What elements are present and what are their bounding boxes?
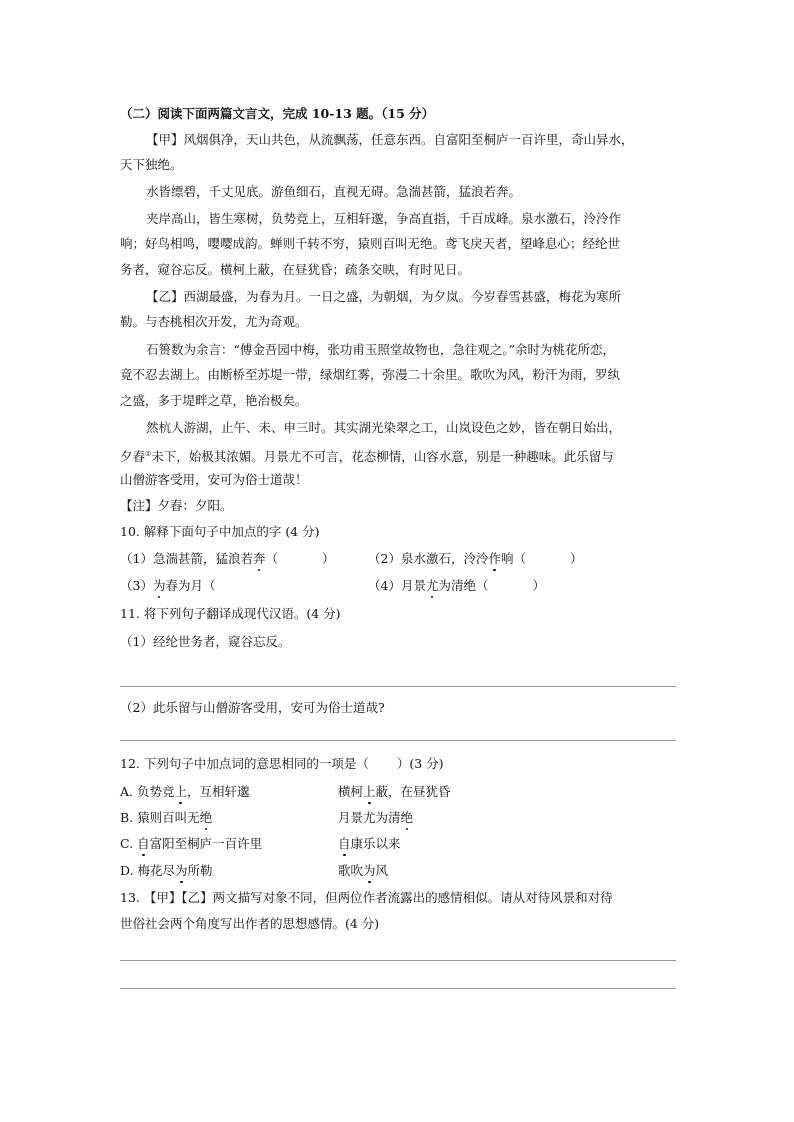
- yi-paragraph-3-line-3: 山僧游客受用，安可为俗士道哉！: [120, 472, 308, 487]
- question-11-sentence-1: （1）经纶世务者，窥谷忘反。: [120, 634, 291, 649]
- yi-p3-post: 未下，始极其浓媚。月景尤不可言，花态柳情，山容水意，别是一种趣味。此乐留与: [151, 449, 614, 465]
- dotted-char: 上: [174, 784, 187, 799]
- footnote-marker: ①: [145, 450, 152, 458]
- question-12-stem: 12. 下列句子中加点词的意思相同的一项是（ ）(3 分): [120, 756, 444, 771]
- option-b-left: B. 猿则百叫无绝: [120, 810, 213, 825]
- answer-line[interactable]: [120, 740, 676, 741]
- yi-paragraph-3-line-1: 然杭人游湖，止午、未、申三时。其实湖光染翠之工，山岚设色之妙，皆在朝日始出，: [146, 420, 622, 435]
- yi-paragraph-2-line-3: 之盛，多于堤畔之草，艳冶极矣。: [120, 393, 308, 408]
- yi-p3-pre: 夕舂: [120, 449, 146, 465]
- dotted-char: 作: [488, 551, 501, 566]
- answer-line[interactable]: [120, 686, 676, 687]
- dotted-char: 为: [175, 863, 188, 878]
- question-10-item-3: （3）为春为月（: [120, 578, 216, 593]
- section-title: （二）阅读下面两篇文言文，完成 10-13 题。（15 分）: [120, 106, 435, 121]
- jia-paragraph-3-line-1: 夹岸高山，皆生寒树，负势竞上，互相轩邈，争高直指，千百成峰。泉水激石，泠泠作: [146, 211, 622, 226]
- option-a-right: 横柯上蔽，在昼犹昏: [338, 784, 451, 799]
- dotted-char: 自: [137, 836, 150, 851]
- dotted-char: 绝: [400, 810, 414, 825]
- question-13-line-2: 世俗社会两个角度写出作者的思想感情。(4 分): [120, 916, 380, 931]
- yi-paragraph-1-line-1: 【乙】西湖最盛，为春为月。一日之盛，为朝烟，为夕岚。今岁春雪甚盛，梅花为寒所: [146, 289, 622, 304]
- option-d-left: D. 梅花尽为所勒: [120, 863, 213, 878]
- question-10-item-2: （2）泉水激石，泠泠作响（ ）: [368, 551, 583, 566]
- jia-paragraph-3-line-3: 务者，窥谷忘反。横柯上蔽，在昼犹昏；疏条交映，有时见日。: [120, 262, 471, 277]
- question-10-stem: 10. 解释下面句子中加点的字 (4 分): [120, 524, 320, 539]
- dotted-char: 上: [363, 784, 376, 799]
- yi-paragraph-2-line-2: 竟不忍去湖上。由断桥至苏堤一带，绿烟红雾，弥漫二十余里。歌吹为风，粉汗为雨，罗纨: [120, 367, 621, 382]
- dotted-char: 奔: [252, 551, 266, 566]
- dotted-char: 自: [338, 836, 351, 851]
- dotted-char: 尤: [425, 578, 439, 593]
- question-10-item-1: （1）急湍甚箭，猛浪若奔（ ）: [120, 551, 335, 566]
- answer-line[interactable]: [120, 988, 676, 989]
- footnote: 【注】夕舂：夕阳。: [120, 498, 233, 513]
- dotted-char: 为: [363, 863, 376, 878]
- jia-paragraph-3-line-2: 响；好鸟相鸣，嘤嘤成韵。蝉则千转不穷，猿则百叫无绝。鸢飞戾天者，望峰息心；经纶世: [120, 236, 621, 251]
- yi-paragraph-1-line-2: 勒。与杏桃相次开发，尤为奇观。: [120, 314, 308, 329]
- answer-line[interactable]: [120, 960, 676, 961]
- jia-paragraph-1-line-2: 天下独绝。: [120, 157, 183, 172]
- option-d-right: 歌吹为风: [338, 863, 389, 878]
- yi-paragraph-3-line-2: [120, 446, 614, 465]
- question-11-sentence-2: （2）此乐留与山僧游客受用，安可为俗士道哉?: [120, 700, 385, 715]
- question-10-item-4: （4）月景尤为清绝（ ）: [368, 578, 545, 593]
- option-c-right: 自康乐以来: [338, 836, 401, 851]
- question-11-stem: 11. 将下列句子翻译成现代汉语。(4 分): [120, 606, 341, 621]
- jia-paragraph-2: 水皆缥碧，千丈见底。游鱼细石，直视无碍。急湍甚箭，猛浪若奔。: [146, 184, 522, 199]
- dotted-char: 为: [152, 578, 166, 593]
- question-13-line-1: 13. 【甲】【乙】两文描写对象不同，但两位作者流露出的感情相似。请从对待风景和对待: [120, 890, 613, 905]
- yi-paragraph-2-line-1: 石篑数为余言：“傅金吾园中梅，张功甫玉照堂故物也，急往观之。”余时为桃花所恋，: [146, 342, 616, 357]
- option-c-left: C. 自富阳至桐庐一百许里: [120, 836, 263, 851]
- jia-paragraph-1-line-1: 【甲】风烟俱净，天山共色，从流飘荡，任意东西。自富阳至桐庐一百许里，奇山异水，: [146, 132, 634, 147]
- option-b-right: 月景尤为清绝: [338, 810, 414, 825]
- dotted-char: 绝: [199, 810, 213, 825]
- option-a-left: A. 负势竞上，互相轩邈: [120, 784, 250, 799]
